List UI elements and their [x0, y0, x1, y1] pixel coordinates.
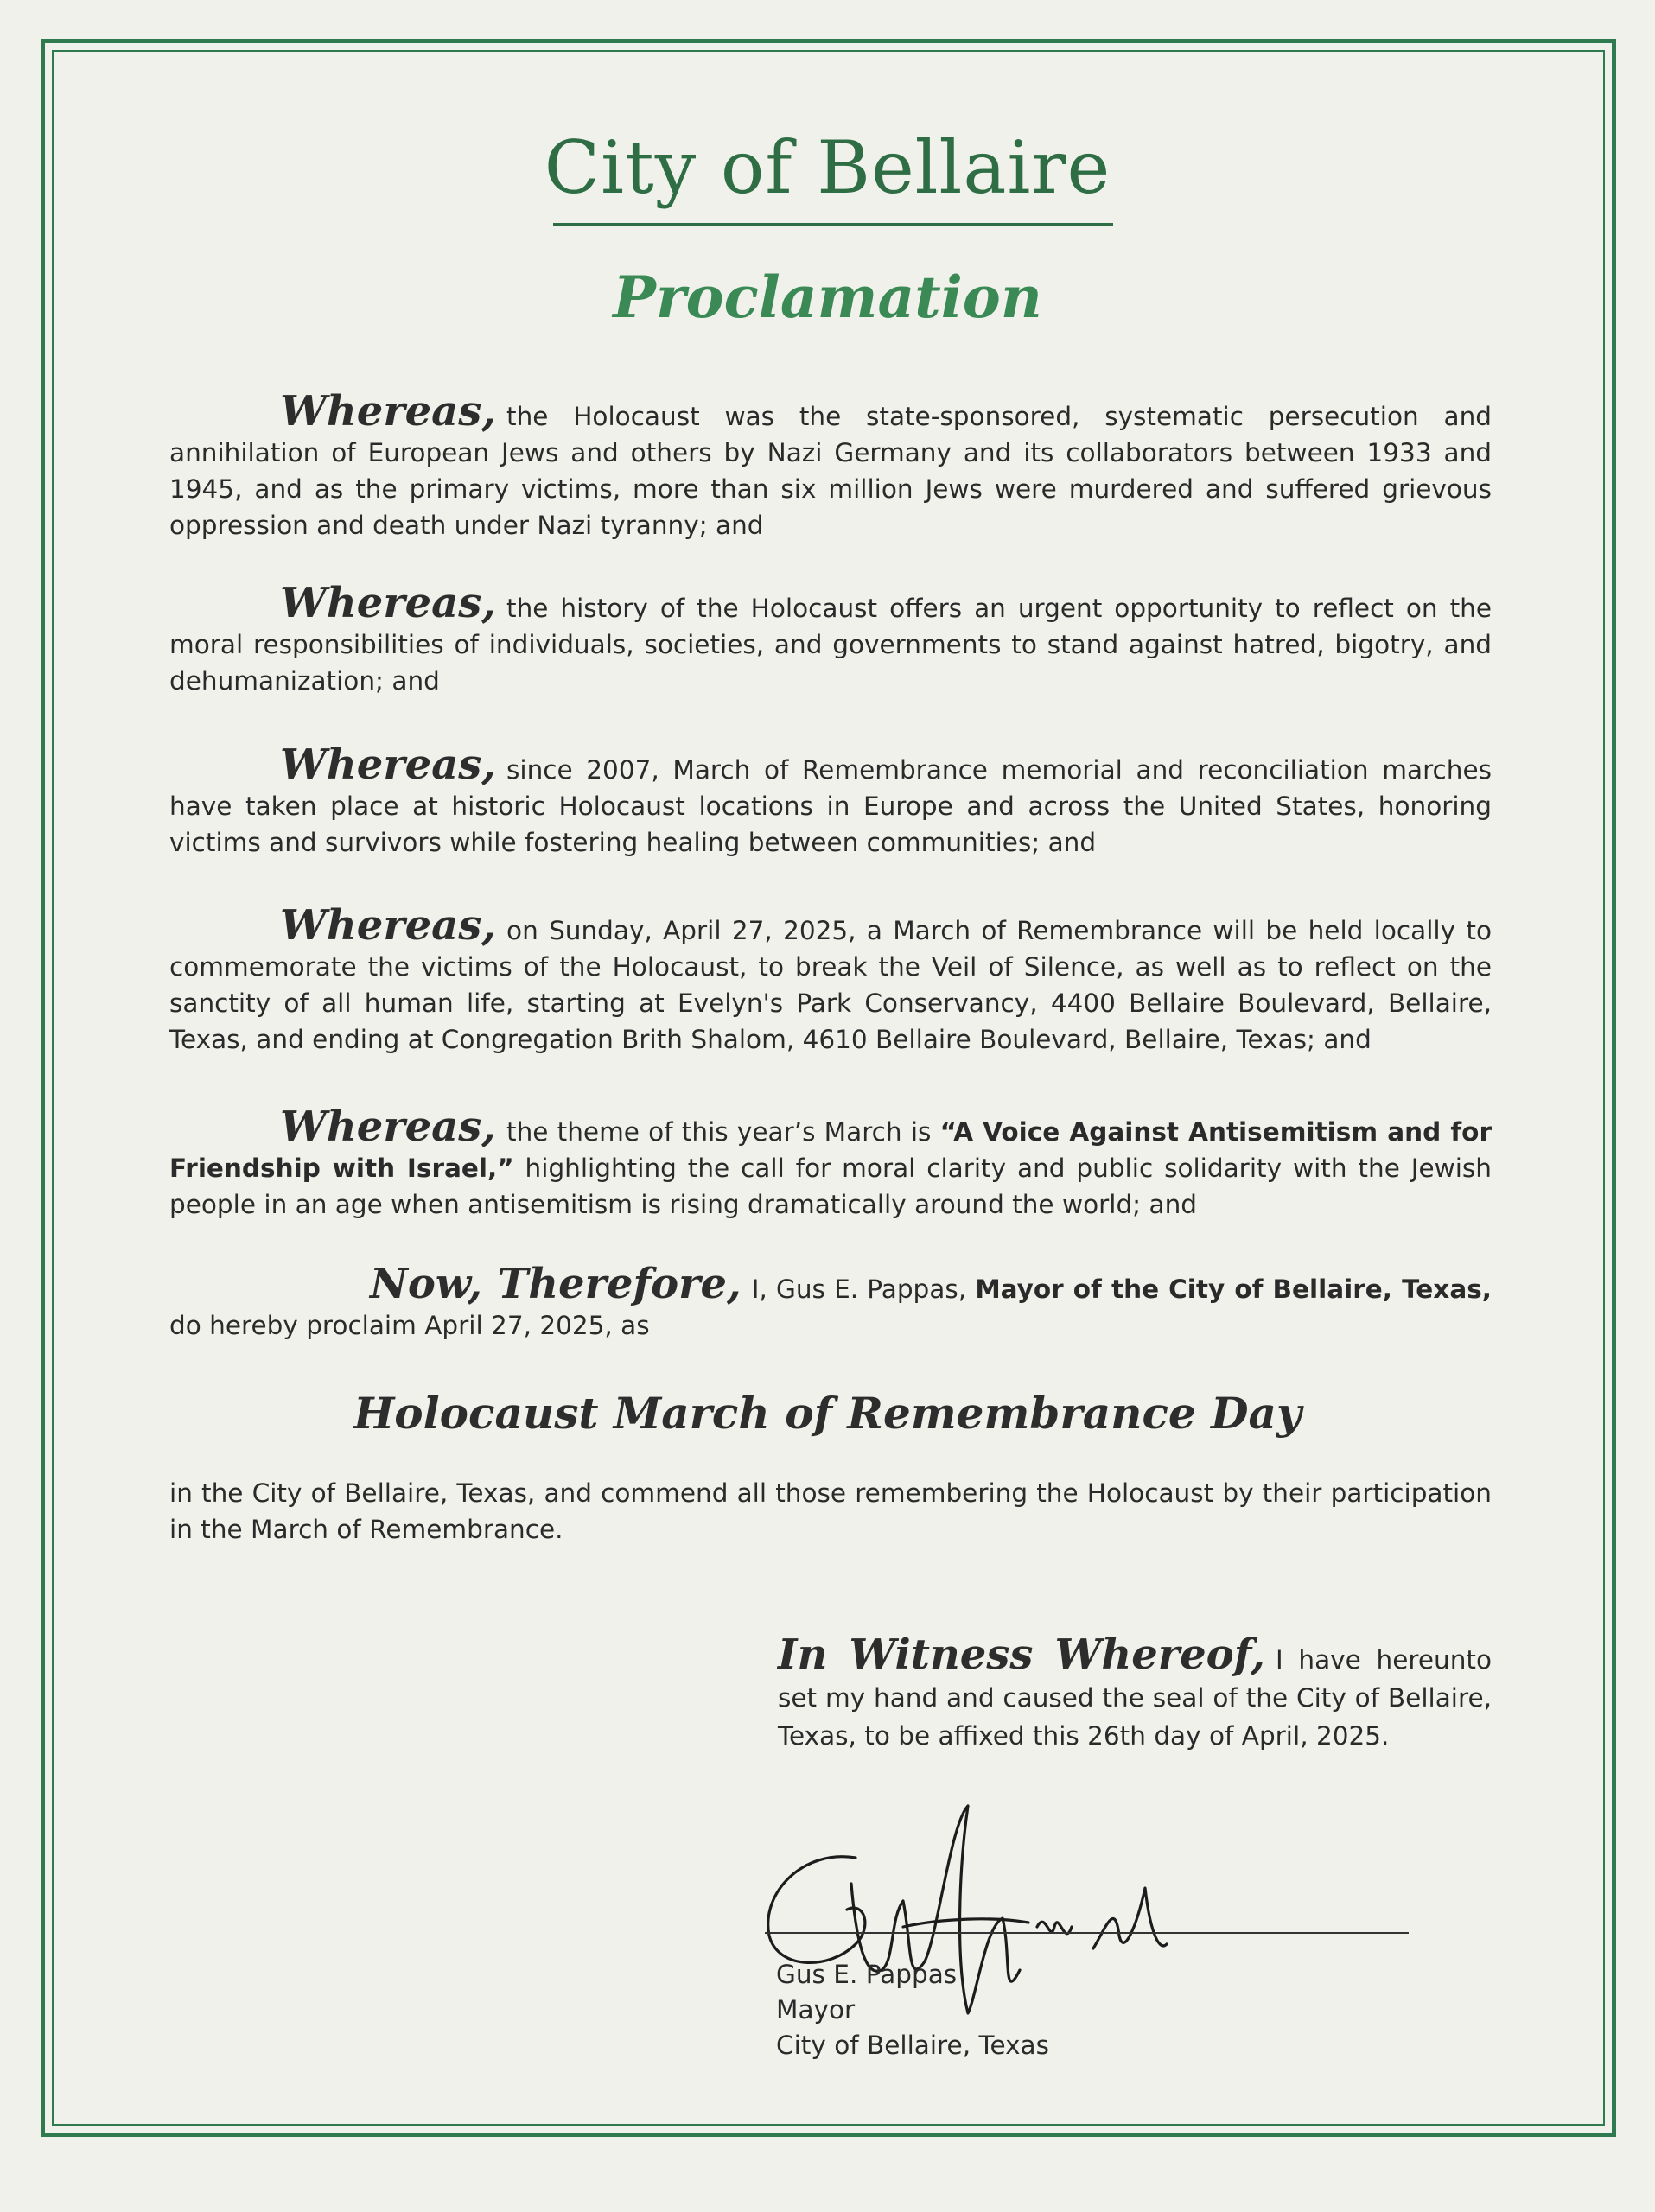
document-title: City of Bellaire — [544, 125, 1111, 210]
therefore-lead: Now, Therefore, — [370, 1260, 742, 1308]
paragraph-lead: Whereas, — [280, 1103, 497, 1151]
therefore-text: I, Gus E. Pappas, — [751, 1274, 967, 1304]
paragraph-text: highlighting the call for moral clarity and public solidarity with the Jewish people in an age when antisemitism is rising dramatically around the world; and — [169, 1154, 1492, 1219]
signatory-name: Gus E. Pappas — [776, 1960, 958, 1989]
whereas-paragraph-4 — [169, 901, 1492, 1058]
paragraph-lead: Whereas, — [280, 387, 497, 435]
whereas-paragraph-5 — [169, 1103, 1492, 1223]
day-title: Holocaust March of Remembrance Day — [353, 1388, 1302, 1439]
paragraph-text: on Sunday, April 27, 2025, a March of Remembrance will be held locally to commemorate the victims of the Holocaust, to break the Veil of Silence, as well as to reflect on the sanctity of all human life, starting at Evelyn's Park Conservancy, 4400 Bellaire Boulevard, Bellaire, Texas, and ending at Congregation Brith Shalom, 4610 Bellaire Boulevard, Bellaire, Texas; and — [169, 916, 1492, 1054]
therefore-text: do hereby proclaim April 27, 2025, as — [169, 1311, 650, 1340]
witness-lead: In Witness Whereof, — [778, 1630, 1265, 1679]
witness-paragraph — [778, 1630, 1493, 1755]
whereas-paragraph-2 — [169, 579, 1492, 699]
paragraph-lead: Whereas, — [280, 741, 497, 789]
mayor-title: Mayor of the City of Bellaire, Texas, — [975, 1274, 1492, 1304]
paragraph-text: the Holocaust was the state-sponsored, systematic persecution and annihilation of European Jews and others by Nazi Germany and its collaborators between 1933 and 1945, and as the primary victims, more than six million Jews were murdered and suffered grievous oppression and death under Nazi tyranny; and — [169, 402, 1492, 540]
signatory-block — [776, 1957, 1049, 2063]
paragraph-lead: Whereas, — [280, 901, 497, 950]
closing-paragraph: in the City of Bellaire, Texas, and commend all those remembering the Holocaust by their participation in the March of Remembrance. — [169, 1478, 1492, 1544]
witness-text: I have hereunto set my hand and caused the seal of the City of Bellaire, Texas, to be affixed this 26th day of April, 2025. — [778, 1645, 1493, 1751]
therefore-paragraph — [169, 1260, 1492, 1344]
paragraph-lead: Whereas, — [280, 579, 497, 627]
signatory-role: Mayor — [776, 1995, 856, 2024]
whereas-paragraph-1 — [169, 387, 1492, 543]
document-subtitle: Proclamation — [613, 264, 1042, 331]
whereas-paragraph-3 — [169, 741, 1492, 861]
signature-line — [765, 1932, 1409, 1934]
paragraph-text: since 2007, March of Remembrance memorial and reconciliation marches have taken place at historic Holocaust locations in Europe and across the United States, honoring victims and survivors while fostering healing between communities; and — [169, 755, 1492, 857]
paragraph-text: the theme of this year’s March is — [506, 1117, 932, 1147]
signatory-org: City of Bellaire, Texas — [776, 2031, 1049, 2060]
title-underline — [553, 223, 1113, 226]
march-theme: “A Voice Against Antisemitism and for Friendship with Israel,” — [169, 1117, 1492, 1183]
paragraph-text: the history of the Holocaust offers an urgent opportunity to reflect on the moral responsibilities of individuals, societies, and governments to stand against hatred, bigotry, and dehumanization; and — [169, 594, 1492, 696]
